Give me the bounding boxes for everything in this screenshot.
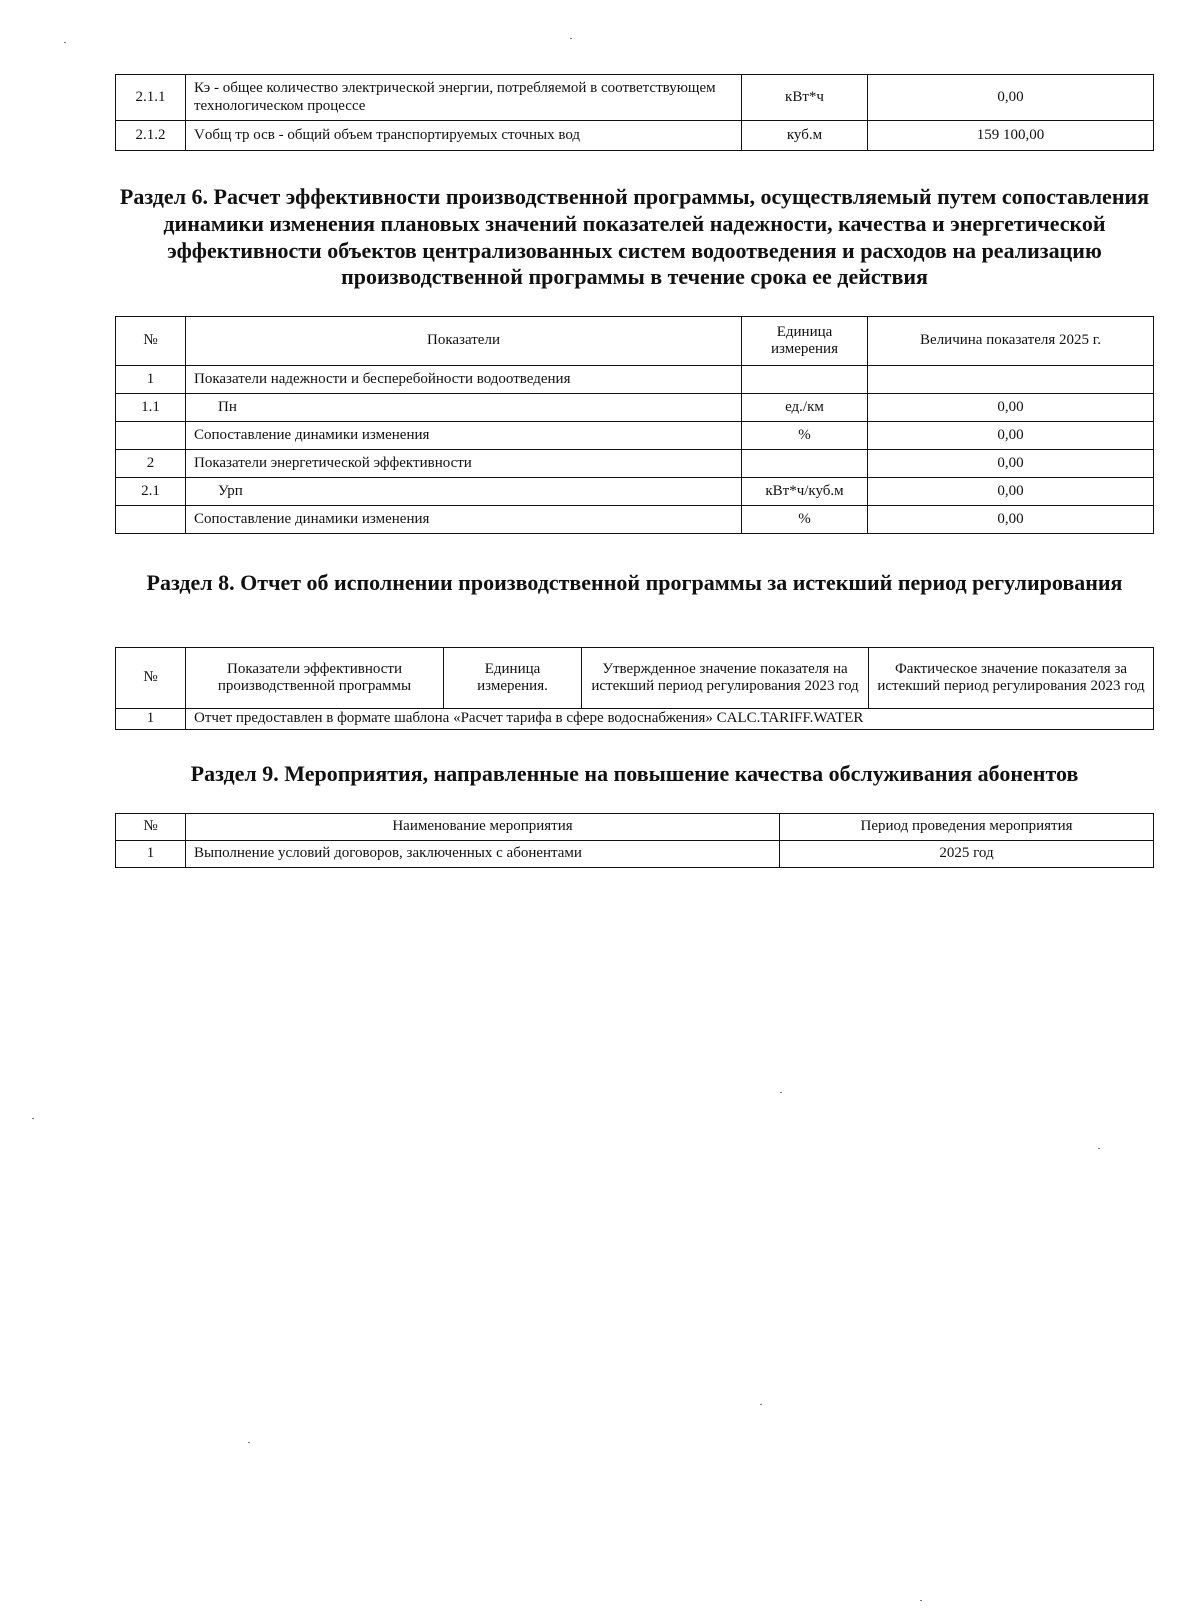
header-value: Величина показателя 2025 г. [868,317,1154,366]
indicator-name: Показатели энергетической эффективности [186,450,742,478]
row-number: 1 [116,366,186,394]
value: 0,00 [868,506,1154,534]
value [868,366,1154,394]
top-table [115,74,1154,151]
table-header [116,317,1154,366]
unit: % [742,422,868,450]
table-header [116,648,1154,709]
scan-speck [1098,1148,1100,1149]
table-row [116,75,1154,121]
header-num: № [116,814,186,841]
value: 0,00 [868,450,1154,478]
header-indicators: Показатели [186,317,742,366]
indicator-name: Показатели надежности и бесперебойности водоотведения [186,366,742,394]
unit: кВт*ч/куб.м [742,478,868,506]
section9-table [115,813,1154,868]
table-row [116,394,1154,422]
table-row [116,450,1154,478]
row-number: 1 [116,709,186,730]
value: 0,00 [868,75,1154,121]
unit [742,450,868,478]
row-number: 1 [116,841,186,868]
scan-speck [32,1118,34,1119]
value: 0,00 [868,478,1154,506]
table-row [116,478,1154,506]
scan-speck [780,1092,782,1093]
row-number: 2.1.2 [116,121,186,151]
header-activity: Наименование мероприятия [186,814,780,841]
section6-title: Раздел 6. Расчет эффективности производственной программы, осуществляемый путем сопоставления динамики изменения плановых значений показателей надежности, качества и энергетической эффективности объектов централизованных систем водоотведения и расходов на реализацию производственной программы в течение срока ее действия [119,184,1150,290]
scan-speck [64,42,66,43]
value: 0,00 [868,422,1154,450]
section8-table [115,647,1154,730]
scan-speck [248,1442,250,1443]
table-row [116,422,1154,450]
section8-title: Раздел 8. Отчет об исполнении производственной программы за истекший период регулирования [146,570,1123,595]
scan-speck [920,1600,922,1601]
header-indicator: Показатели эффективности производственной программы [186,648,444,709]
indicator-name: Кэ - общее количество электрической энергии, потребляемой в соответствующем технологическом процессе [186,75,742,121]
value: 159 100,00 [868,121,1154,151]
unit [742,366,868,394]
table-row [116,506,1154,534]
section6-table [115,316,1154,534]
header-period: Период проведения мероприятия [780,814,1154,841]
header-actual: Фактическое значение показателя за истекший период регулирования 2023 год [869,648,1154,709]
value: 0,00 [868,394,1154,422]
header-num: № [116,317,186,366]
activity-period: 2025 год [780,841,1154,868]
row-number [116,506,186,534]
section9-title: Раздел 9. Мероприятия, направленные на повышение качества обслуживания абонентов [190,761,1079,786]
table-row [116,709,1154,730]
table-header [116,814,1154,841]
activity-name: Выполнение условий договоров, заключенных с абонентами [186,841,780,868]
row-number: 2 [116,450,186,478]
unit: % [742,506,868,534]
row-number: 2.1.1 [116,75,186,121]
indicator-name: Урп [186,478,742,506]
indicator-name: Сопоставление динамики изменения [186,422,742,450]
table-row [116,841,1154,868]
unit: куб.м [742,121,868,151]
report-note: Отчет предоставлен в формате шаблона «Расчет тарифа в сфере водоснабжения» CALC.TARIFF.WATER [186,709,1154,730]
unit: ед./км [742,394,868,422]
header-approved: Утвержденное значение показателя на истекший период регулирования 2023 год [582,648,869,709]
scan-speck [760,1404,762,1405]
table-row [116,121,1154,151]
indicator-name: Сопоставление динамики изменения [186,506,742,534]
indicator-name: Пн [186,394,742,422]
row-number [116,422,186,450]
header-num: № [116,648,186,709]
row-number: 2.1 [116,478,186,506]
row-number: 1.1 [116,394,186,422]
header-unit: Единица измерения [742,317,868,366]
indicator-name: Vобщ тр осв - общий объем транспортируемых сточных вод [186,121,742,151]
scan-speck [570,38,572,39]
unit: кВт*ч [742,75,868,121]
table-row [116,366,1154,394]
header-unit: Единица измерения. [444,648,582,709]
